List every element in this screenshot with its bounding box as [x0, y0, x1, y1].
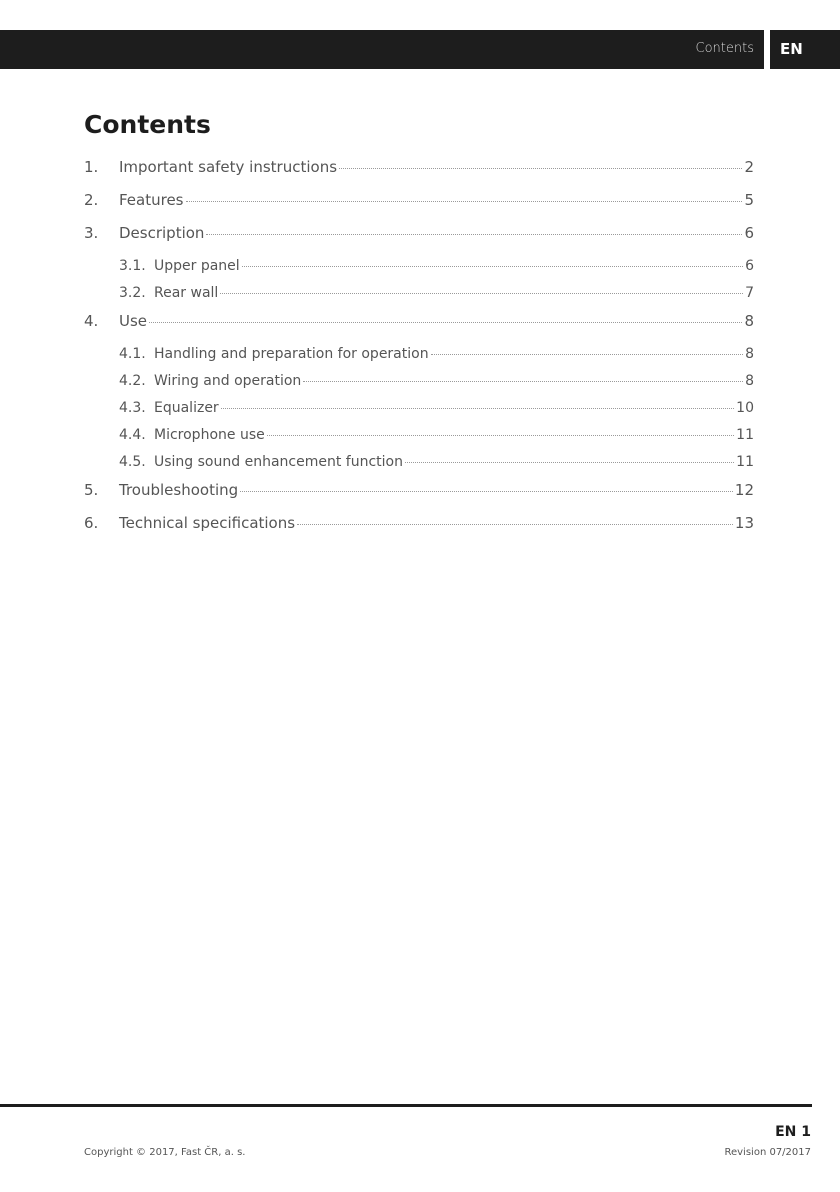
toc-entry[interactable]	[84, 311, 754, 331]
toc-number: 3.1.	[119, 258, 146, 274]
footer-page-number: EN 1	[775, 1124, 811, 1140]
toc-page: 12	[734, 481, 754, 499]
toc-number: 4.3.	[119, 400, 146, 416]
toc-page: 8	[745, 346, 754, 362]
toc-leader	[339, 168, 742, 169]
toc-page: 6	[744, 224, 754, 242]
toc-label: Microphone use	[154, 427, 265, 443]
toc-page: 8	[745, 373, 754, 389]
toc-leader	[297, 524, 733, 525]
toc-label: Handling and preparation for operation	[154, 346, 429, 362]
toc-entry[interactable]	[84, 480, 754, 500]
toc-label: Upper panel	[154, 258, 240, 274]
toc-label: Use	[119, 312, 148, 330]
toc-page: 2	[744, 158, 754, 176]
toc-number: 4.2.	[119, 373, 146, 389]
toc-leader	[186, 201, 743, 202]
toc-page: 10	[736, 400, 754, 416]
toc-leader	[405, 462, 734, 463]
toc-number: 5.	[84, 481, 99, 499]
toc-entry[interactable]	[84, 157, 754, 177]
toc-label: Troubleshooting	[119, 481, 239, 499]
header-bar	[0, 30, 764, 69]
toc-page: 7	[745, 285, 754, 301]
toc-subentry[interactable]	[84, 398, 754, 418]
toc-number: 4.	[84, 312, 99, 330]
toc-entry[interactable]	[84, 513, 754, 533]
toc-number: 6.	[84, 514, 99, 532]
toc-entry[interactable]	[84, 190, 754, 210]
toc-number: 4.1.	[119, 346, 146, 362]
toc-label: Features	[119, 191, 184, 209]
toc-label: Rear wall	[154, 285, 219, 301]
toc-leader	[149, 322, 742, 323]
toc-subentry[interactable]	[84, 425, 754, 445]
toc-leader	[240, 491, 733, 492]
toc-number: 4.4.	[119, 427, 146, 443]
toc-label: Wiring and operation	[154, 373, 302, 389]
toc-page: 8	[744, 312, 754, 330]
toc-number: 3.	[84, 224, 99, 242]
toc-page: 11	[736, 427, 754, 443]
toc-number: 1.	[84, 158, 99, 176]
toc-entry[interactable]	[84, 223, 754, 243]
footer-copyright: Copyright © 2017, Fast ČR, a. s.	[84, 1147, 246, 1158]
page-title: Contents	[84, 110, 211, 139]
toc-subentry[interactable]	[84, 371, 754, 391]
toc-leader	[303, 381, 743, 382]
toc-page: 11	[736, 454, 754, 470]
toc-leader	[220, 293, 743, 294]
footer-rule	[0, 1104, 812, 1107]
toc-page: 6	[745, 258, 754, 274]
toc-leader	[431, 354, 743, 355]
toc-label: Technical specifications	[119, 514, 296, 532]
toc-label: Important safety instructions	[119, 158, 338, 176]
toc-page: 5	[744, 191, 754, 209]
toc-subentry[interactable]	[84, 452, 754, 472]
toc-number: 4.5.	[119, 454, 146, 470]
toc-subentry[interactable]	[84, 344, 754, 364]
toc-leader	[242, 266, 743, 267]
toc-number: 2.	[84, 191, 99, 209]
toc-label: Description	[119, 224, 205, 242]
toc-label: Using sound enhancement function	[154, 454, 403, 470]
toc-subentry[interactable]	[84, 283, 754, 303]
toc-subentry[interactable]	[84, 256, 754, 276]
language-badge: EN	[770, 30, 840, 69]
toc-label: Equalizer	[154, 400, 219, 416]
toc-number: 3.2.	[119, 285, 146, 301]
toc-leader	[206, 234, 742, 235]
toc-leader	[267, 435, 734, 436]
toc-page: 13	[734, 514, 754, 532]
footer-revision: Revision 07/2017	[724, 1147, 811, 1158]
header-section-title: Contents	[695, 41, 754, 56]
toc-leader	[221, 408, 734, 409]
